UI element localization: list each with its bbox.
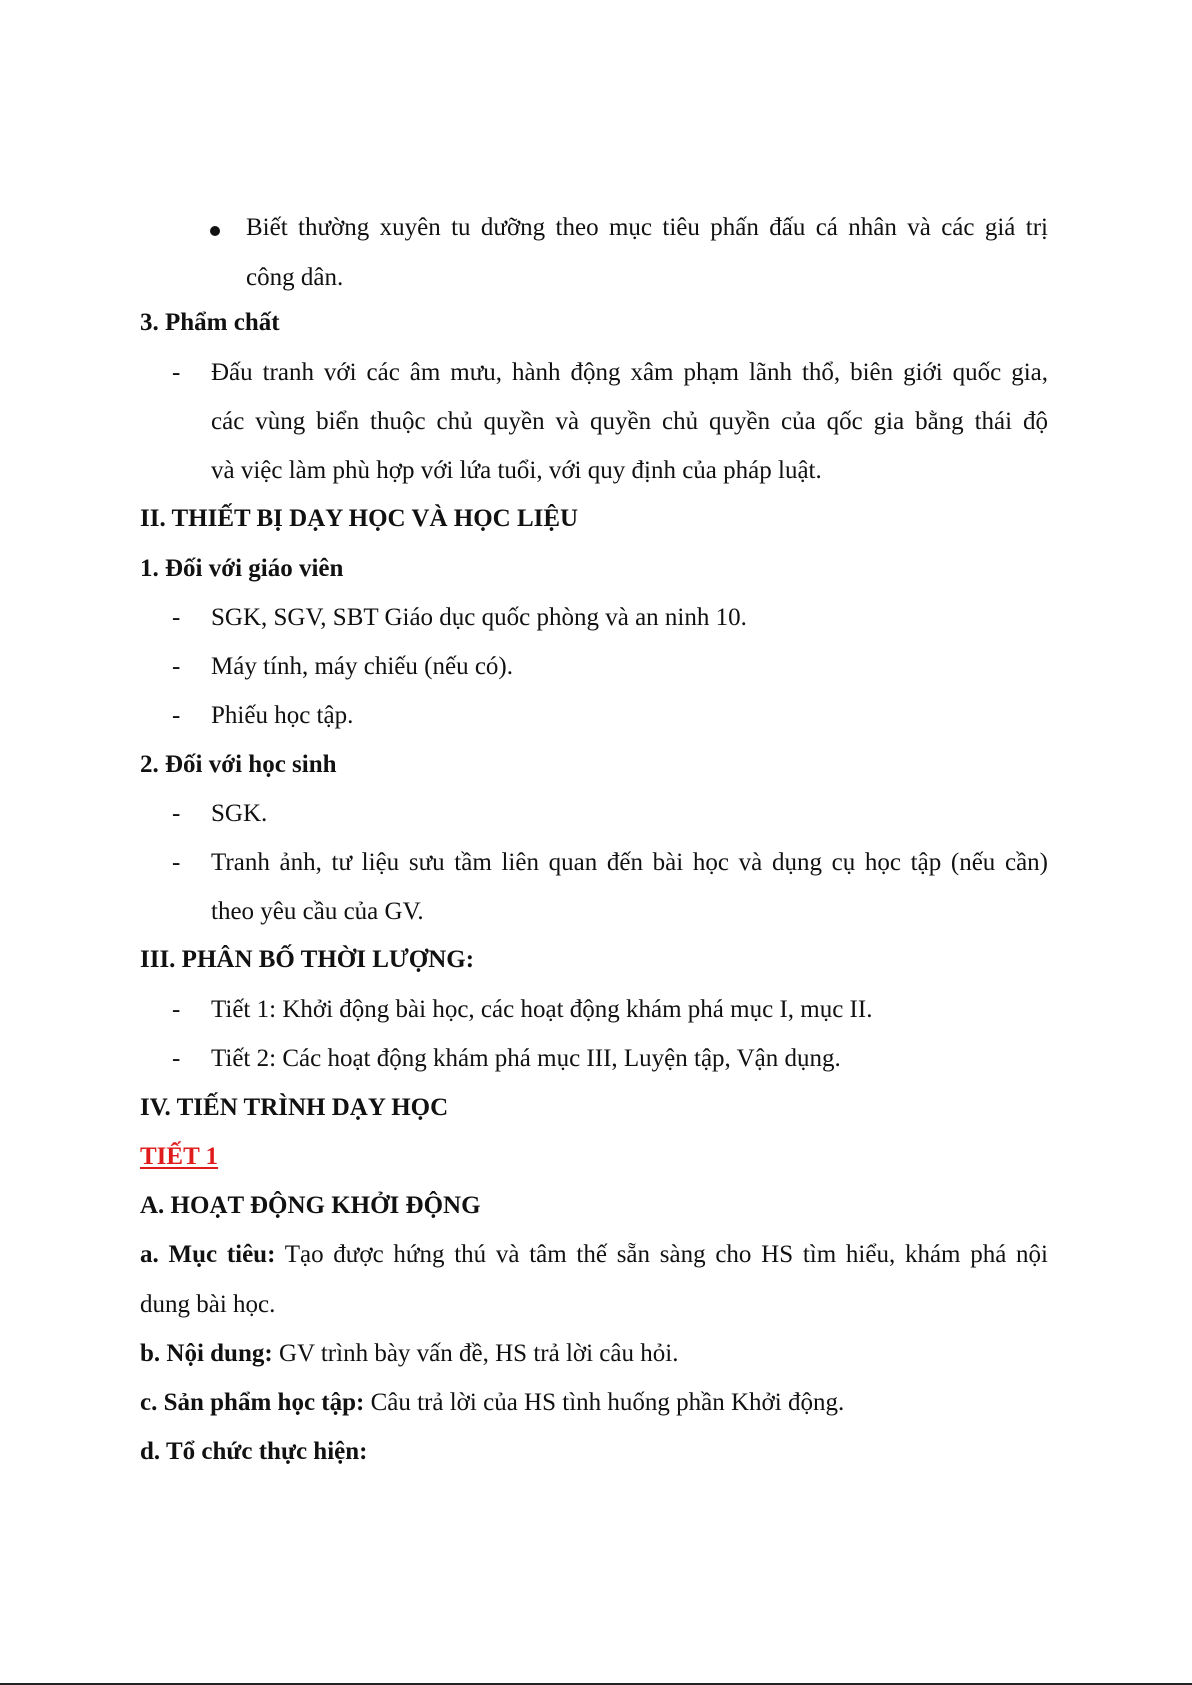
subheading-giao-vien: 1. Đối với giáo viên xyxy=(140,555,344,582)
section-heading-thiet-bi: II. THIẾT BỊ DẠY HỌC VÀ HỌC LIỆU xyxy=(140,505,579,532)
list-item: Máy tính, máy chiếu (nếu có). xyxy=(211,653,513,680)
list-item-line2: theo yêu cầu của GV. xyxy=(211,898,424,925)
objective-line1 xyxy=(140,1239,1048,1271)
objective-line2: dung bài học. xyxy=(140,1291,276,1318)
objective-text: Tạo được hứng thú và tâm thế sẵn sàng cho HS tìm hiểu, khám phá nội xyxy=(275,1241,1048,1268)
dash-marker: - xyxy=(172,702,181,729)
section-heading-tien-trinh: IV. TIẾN TRÌNH DẠY HỌC xyxy=(140,1094,449,1121)
pham-chat-line2: các vùng biển thuộc chủ quyền và quyền chủ quyền của qốc gia bằng thái độ xyxy=(211,408,1048,435)
period-label-tiet-1: TIẾT 1 xyxy=(140,1143,219,1170)
content-label: b. Nội dung: xyxy=(140,1340,273,1367)
list-item: SGK, SGV, SBT Giáo dục quốc phòng và an ninh 10. xyxy=(211,604,747,631)
list-item: SGK. xyxy=(211,800,268,827)
dash-marker: - xyxy=(172,359,181,386)
dash-marker: - xyxy=(172,849,181,876)
content-line xyxy=(140,1338,678,1370)
pham-chat-line3: và việc làm phù hợp với lứa tuổi, với quy định của pháp luật. xyxy=(211,457,822,484)
pham-chat-line1: Đấu tranh với các âm mưu, hành động xâm phạm lãnh thổ, biên giới quốc gia, xyxy=(211,359,1048,386)
subheading-hoc-sinh: 2. Đối với học sinh xyxy=(140,751,337,778)
section-heading-pham-chat: 3. Phẩm chất xyxy=(140,309,280,336)
bullet-dot-icon xyxy=(210,226,220,236)
product-label: c. Sản phẩm học tập: xyxy=(140,1389,365,1416)
activity-heading-khoi-dong: A. HOẠT ĐỘNG KHỞI ĐỘNG xyxy=(140,1192,481,1219)
dash-marker: - xyxy=(172,604,181,631)
list-item-line1: Tranh ảnh, tư liệu sưu tầm liên quan đến bài học và dụng cụ học tập (nếu cần) xyxy=(211,849,1048,876)
bullet-text-line2: công dân. xyxy=(246,264,344,291)
dash-marker: - xyxy=(172,800,181,827)
section-heading-phan-bo: III. PHÂN BỐ THỜI LƯỢNG: xyxy=(140,946,475,973)
list-item: Tiết 2: Các hoạt động khám phá mục III, Luyện tập, Vận dụng. xyxy=(211,1045,841,1072)
organize-label: d. Tổ chức thực hiện: xyxy=(140,1438,368,1465)
bullet-text-line1: Biết thường xuyên tu dưỡng theo mục tiêu phấn đấu cá nhân và các giá trị xyxy=(246,214,1048,241)
product-text: Câu trả lời của HS tình huống phần Khởi động. xyxy=(364,1389,845,1416)
dash-marker: - xyxy=(172,996,181,1023)
list-item: Tiết 1: Khởi động bài học, các hoạt động khám phá mục I, mục II. xyxy=(211,996,873,1023)
dash-marker: - xyxy=(172,653,181,680)
list-item: Phiếu học tập. xyxy=(211,702,354,729)
content-text: GV trình bày vấn đề, HS trả lời câu hỏi. xyxy=(272,1340,679,1367)
product-line xyxy=(140,1387,844,1419)
dash-marker: - xyxy=(172,1045,181,1072)
objective-label: a. Mục tiêu: xyxy=(140,1241,276,1268)
